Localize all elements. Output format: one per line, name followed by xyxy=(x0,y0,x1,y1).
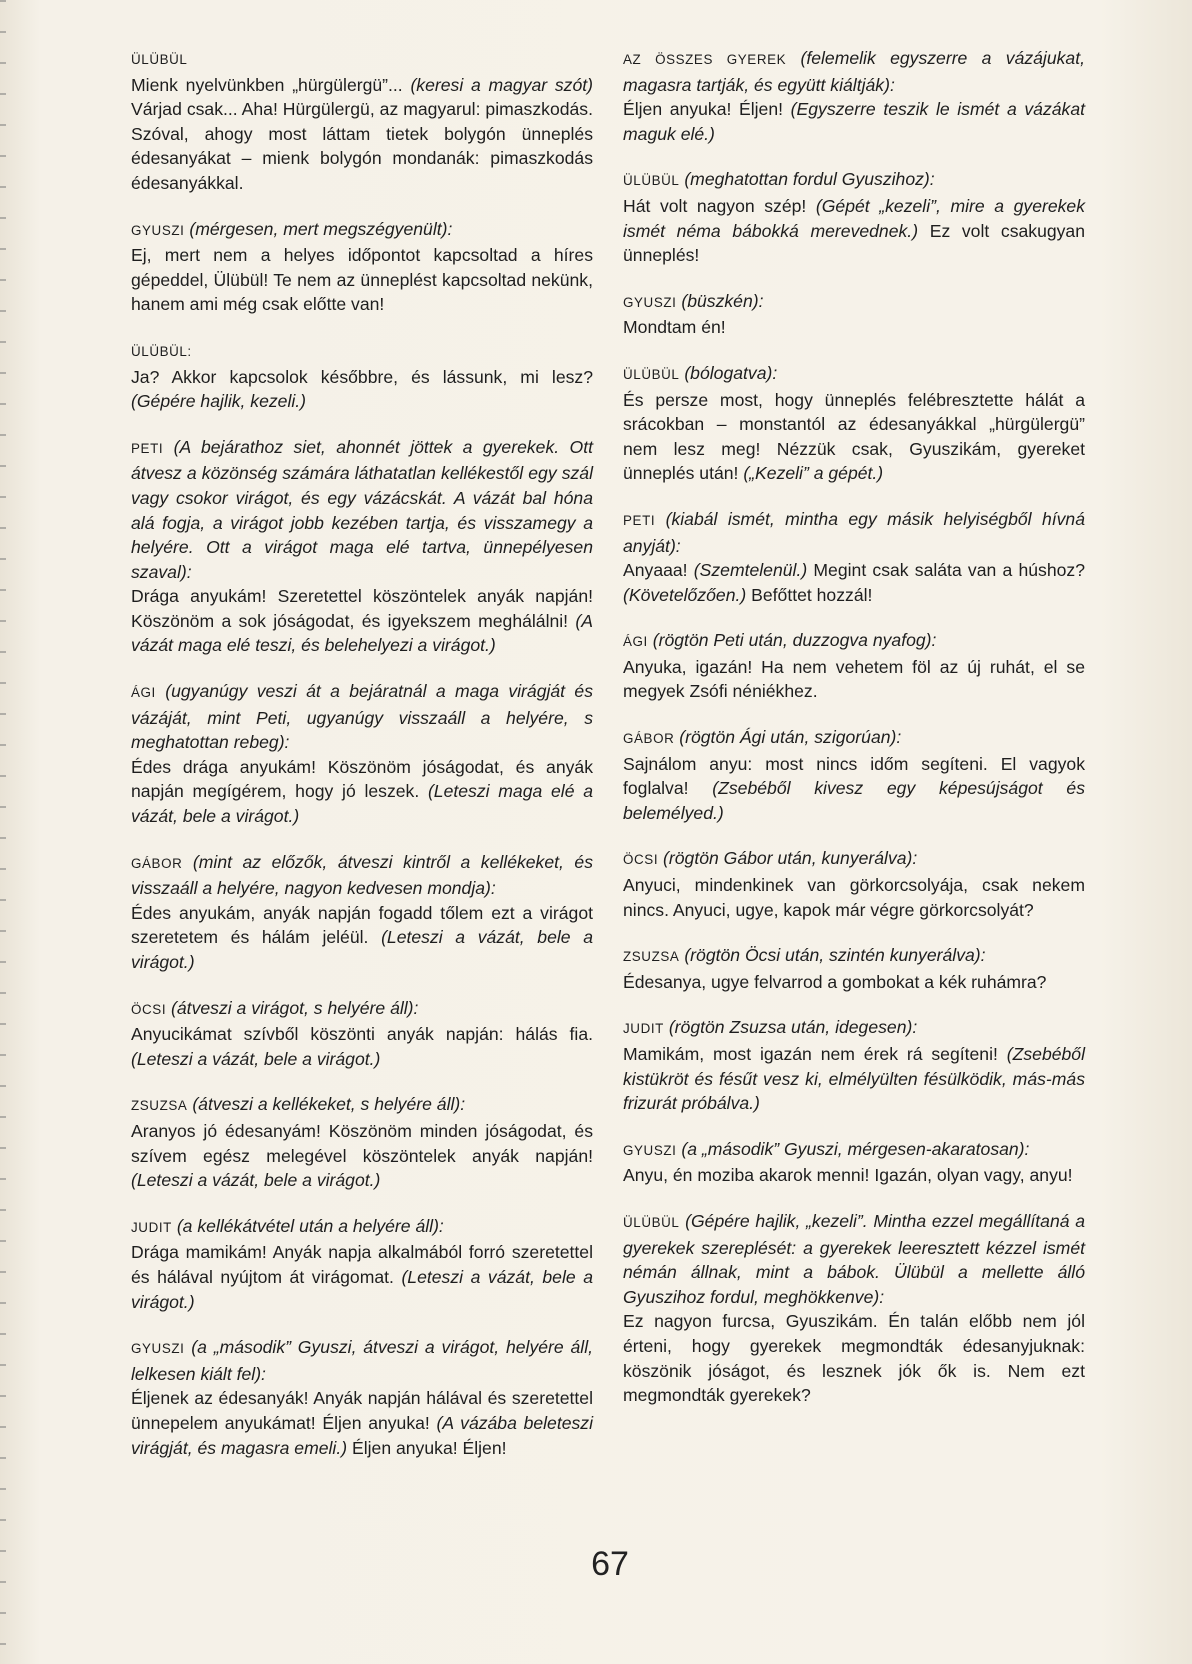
inline-direction: (keresi a magyar szót) xyxy=(410,74,594,95)
speaker-line xyxy=(623,289,1085,316)
stage-direction: (ugyanúgy veszi át a bejáratnál a maga virágját és vázáját, mint Peti, ugyanúgy visszaáll a helyére, s meghatottan rebeg): xyxy=(131,681,593,753)
dialogue-text: Éljen anyuka! Éljen! xyxy=(347,1437,507,1458)
dialogue-text: Anyaaa! xyxy=(623,560,694,581)
dialogue-block xyxy=(131,46,593,196)
speaker-name: AZ ÖSSZES GYEREK xyxy=(623,52,787,67)
spoken-text xyxy=(623,558,1085,607)
dialogue-block xyxy=(623,361,1085,486)
speaker-line xyxy=(623,1209,1085,1309)
inline-direction: (Zsebéből kistükröt és fésűt vesz ki, elmélyülten fésülködik, más-más frizurát próbálva.) xyxy=(623,1044,1085,1114)
dialogue-block xyxy=(131,1214,593,1314)
inline-direction: (Leteszi a vázát, bele a virágot.) xyxy=(131,927,593,972)
spoken-text xyxy=(623,194,1085,268)
speaker-line xyxy=(131,1335,593,1386)
dialogue-text: Aranyos jó édesanyám! Köszönöm minden jóságodat, és szívem egész melegével köszöntelek anyák napján! xyxy=(131,1120,593,1166)
stage-direction: (átveszi a kellékeket, s helyére áll): xyxy=(192,1094,466,1115)
spoken-text xyxy=(131,73,593,196)
inline-direction: (Egyszerre teszik le ismét a vázákat maguk elé.) xyxy=(623,99,1085,144)
speaker-name: ÖCSI xyxy=(131,1001,167,1017)
speaker-name: GYUSZI xyxy=(623,1142,677,1158)
spoken-text xyxy=(623,655,1085,704)
spoken-text xyxy=(131,1119,593,1193)
inline-direction: (Gépére hajlik, kezeli.) xyxy=(131,391,307,412)
stage-direction: (átveszi a virágot, s helyére áll): xyxy=(171,997,419,1018)
stage-direction: (Gépére hajlik, „kezeli”. Mintha ezzel megállítaná a gyerekek szereplését: a gyerekek leeresztett kézzel ismét némán állnak, mint a bábok. Ülübül a mellette álló Gyuszihoz fordul, meghökkenve): xyxy=(623,1210,1086,1307)
stage-direction: (kiabál ismét, mintha egy másik helyiségből hívná anyját): xyxy=(623,508,1086,556)
spoken-text xyxy=(623,752,1085,826)
spoken-text xyxy=(131,243,593,317)
spoken-text xyxy=(131,365,593,414)
speaker-line xyxy=(131,850,593,901)
inline-direction: (A vázát maga elé teszi, és belehelyezi a virágot.) xyxy=(131,610,593,656)
speaker-name: JUDIT xyxy=(131,1219,172,1235)
spoken-text xyxy=(623,873,1085,922)
spoken-text xyxy=(131,584,593,658)
stage-direction: (A bejárathoz siet, ahonnét jöttek a gyerekek. Ott átvesz a közönség számára láthatatlan kellékestől egy szál vagy csokor virágot, és egy vázácskát. A vázát bal hóna alá fogja, a virágot jobb kezében tartja, és visszamegy a helyére. Ott a virágot maga elé tartva, ünnepélyesen szaval): xyxy=(131,436,594,582)
dialogue-text: Hát volt nagyon szép! xyxy=(623,195,816,216)
speaker-line xyxy=(623,628,1085,655)
speaker-name: ÖCSI xyxy=(623,852,659,868)
speaker-name: GÁBOR xyxy=(131,855,183,871)
stage-direction: (rögtön Peti után, duzzogva nyafog): xyxy=(652,630,937,651)
page-number: 67 xyxy=(591,1545,629,1583)
speaker-name: ÁGI xyxy=(623,634,648,650)
stage-direction: (mint az előzők, átveszi kintről a kellékeket, és visszaáll a helyére, nagyon kedvesen mondja): xyxy=(131,851,594,899)
dialogue-text: Ez nagyon furcsa, Gyuszikám. Én talán előbb nem jól érteni, hogy gyerekek megmondták édesanyjuknak: köszönik jóságot, és lesznek jók ők is. Nem ezt megmondták gyerekek? xyxy=(623,1311,1085,1406)
dialogue-text: Sajnálom anyu: most nincs időm segíteni. El vagyok foglalva! xyxy=(623,753,1085,799)
speaker-name: GYUSZI xyxy=(131,1341,185,1357)
inline-direction: (Gépét „kezeli”, mire a gyerekek ismét néma bábokká merevednek.) xyxy=(623,195,1085,241)
dialogue-block xyxy=(623,1209,1085,1408)
dialogue-text: Ej, mert nem a helyes időpontot kapcsoltad a híres gépeddel, Ülübül! Te nem az ünneplést kapcsoltad nekünk, hanem ami még csak előtte van! xyxy=(131,245,593,315)
dialogue-block xyxy=(623,1015,1085,1115)
speaker-line xyxy=(131,1092,593,1119)
dialogue-text: Édes drága anyukám! Köszönöm jóságodat, és anyák napján megígérem, hogy jó leszek. xyxy=(131,756,593,802)
speaker-line xyxy=(131,435,593,585)
dialogue-text: Várjad csak... Aha! Hürgülergü, az magyarul: pimaszkodás. Szóval, ahogy most láttam tietek bolygón ünneplés édesanyákat – mienk bolygón mondanák: pimaszkodás édesanyákkal. xyxy=(131,99,593,193)
dialogue-text: Mondtam én! xyxy=(623,317,726,338)
left-column xyxy=(131,46,593,1481)
speaker-name: ZSUZSA xyxy=(623,949,680,965)
spoken-text xyxy=(623,1309,1085,1407)
dialogue-text: Ja? Akkor kapcsolok későbbre, és lássunk, mi lesz? xyxy=(131,366,593,387)
speaker-name: ÜLÜBÜL xyxy=(623,366,680,382)
dialogue-block xyxy=(131,1092,593,1192)
speaker-name: ZSUZSA xyxy=(131,1098,188,1114)
speaker-line xyxy=(131,46,593,73)
spoken-text xyxy=(623,315,1085,340)
dialogue-text: Anyucikámat szívből köszönti anyák napján: hálás fia. xyxy=(131,1024,593,1045)
inline-direction: (A vázába beleteszi virágját, és magasra emeli.) xyxy=(131,1412,594,1458)
dialogue-block xyxy=(131,679,593,829)
speaker-name: GÁBOR xyxy=(623,731,675,747)
spoken-text xyxy=(623,1163,1085,1188)
speaker-name: ÜLÜBÜL xyxy=(623,173,680,189)
dialogue-block xyxy=(623,507,1085,607)
dialogue-text: Drága anyukám! Szeretettel köszöntelek anyák napján! Köszönöm a sok jóságodat, és igyekszem meghálálni! xyxy=(131,586,593,631)
dialogue-block xyxy=(623,167,1085,267)
spoken-text xyxy=(131,1022,593,1071)
dialogue-text: Megint csak saláta van a húshoz? xyxy=(807,560,1085,581)
dialogue-text: Éljenek az édesanyák! Anyák napján hálával és szeretettel ünnepelem anyukámat! Éljen anyuka! xyxy=(131,1388,593,1433)
speaker-line xyxy=(131,996,593,1023)
inline-direction: (Leteszi a vázát, bele a virágot.) xyxy=(131,1170,381,1191)
dialogue-text: Mamikám, most igazán nem érek rá segíteni! xyxy=(623,1044,1007,1064)
spoken-text xyxy=(131,1386,593,1460)
speaker-name: GYUSZI xyxy=(131,222,185,238)
spoken-text xyxy=(131,901,593,975)
dialogue-block xyxy=(623,725,1085,825)
speaker-line xyxy=(131,679,593,755)
dialogue-block xyxy=(131,996,593,1072)
speaker-line xyxy=(131,338,593,365)
dialogue-text: Drága mamikám! Anyák napja alkalmából forró szeretettel és hálával nyújtom át virágomat. xyxy=(131,1242,593,1287)
stage-direction: (rögtön Zsuzsa után, idegesen): xyxy=(668,1017,918,1038)
dialogue-block xyxy=(623,1137,1085,1188)
dialogue-block xyxy=(131,435,593,658)
stage-direction: (meghatottan fordul Gyuszihoz): xyxy=(684,169,935,190)
speaker-line xyxy=(623,1015,1085,1042)
inline-direction: („Kezeli” a gépét.) xyxy=(743,463,884,484)
stage-direction: (mérgesen, mert megszégyenült): xyxy=(189,218,453,239)
speaker-line xyxy=(623,1137,1085,1164)
spoken-text xyxy=(623,97,1085,146)
binding-edge xyxy=(0,0,6,1664)
inline-direction: (Zsebéből kivesz egy képesújságot és belemélyed.) xyxy=(623,778,1085,823)
inline-direction: (Leteszi a vázát, bele a virágot.) xyxy=(131,1048,381,1069)
speaker-line xyxy=(623,507,1085,558)
dialogue-text: Ez volt csakugyan ünneplés! xyxy=(623,220,1086,266)
dialogue-text: Anyu, én moziba akarok menni! Igazán, olyan vagy, anyu! xyxy=(623,1165,1073,1186)
dialogue-block xyxy=(623,289,1085,340)
dialogue-block xyxy=(131,1335,593,1460)
dialogue-block xyxy=(623,628,1085,704)
stage-direction: (rögtön Öcsi után, szintén kunyerálva): xyxy=(684,945,986,966)
spoken-text xyxy=(623,1042,1085,1116)
dialogue-block xyxy=(131,338,593,414)
speaker-line xyxy=(623,167,1085,194)
spoken-text xyxy=(131,1240,593,1314)
speaker-name: ÁGI xyxy=(131,685,156,701)
speaker-line xyxy=(623,846,1085,873)
dialogue-block xyxy=(623,846,1085,922)
dialogue-block xyxy=(623,46,1085,146)
inline-direction: (Leteszi maga elé a vázát, bele a virágot.) xyxy=(131,781,593,827)
dialogue-block xyxy=(131,850,593,975)
speaker-line xyxy=(623,46,1085,97)
stage-direction: (a kellékátvétel után a helyére áll): xyxy=(176,1215,444,1236)
dialogue-text: Édes anyukám, anyák napján fogadd tőlem ezt a virágot szeretetem és hálám jeléül. xyxy=(131,902,593,948)
speaker-name: ÜLÜBÜL xyxy=(623,1214,680,1230)
right-column xyxy=(623,46,1085,1429)
inline-direction: (Szemtelenül.) xyxy=(693,560,808,581)
dialogue-text: Mienk nyelvünkben „hürgülergü”... xyxy=(131,74,411,95)
dialogue-text: Anyuka, igazán! Ha nem vehetem föl az új ruhát, el se megyek Zsófi néniékhez. xyxy=(623,656,1085,702)
speaker-line xyxy=(623,725,1085,752)
dialogue-text: Éljen anyuka! Éljen! xyxy=(623,99,791,120)
stage-direction: (a „második” Gyuszi, mérgesen-akaratosan): xyxy=(681,1138,1030,1159)
speaker-name: PETI xyxy=(131,440,164,456)
spoken-text xyxy=(131,755,593,829)
speaker-name: ÜLÜBÜL xyxy=(131,52,188,67)
dialogue-text: Befőttet hozzál! xyxy=(746,584,873,605)
inline-direction: (Leteszi a vázát, bele a virágot.) xyxy=(131,1266,593,1312)
speaker-line xyxy=(131,1214,593,1241)
speaker-line xyxy=(623,943,1085,970)
stage-direction: (bólogatva): xyxy=(684,362,778,383)
dialogue-block xyxy=(623,943,1085,994)
dialogue-text: És persze most, hogy ünneplés felébresztette hálát a srácokban – monstantól az édesanyákkal „hürgülergü” nem lesz meg! Nézzük csak, Gyuszikám, gyereket ünneplés után! xyxy=(623,389,1085,484)
speaker-name: GYUSZI xyxy=(623,294,677,310)
speaker-line xyxy=(623,361,1085,388)
inline-direction: (Követelőzően.) xyxy=(623,584,747,605)
stage-direction: (rögtön Gábor után, kunyerálva): xyxy=(663,848,918,869)
speaker-name: ÜLÜBÜL: xyxy=(131,343,192,359)
dialogue-block xyxy=(131,217,593,317)
speaker-name: JUDIT xyxy=(623,1021,664,1037)
dialogue-text: Anyuci, mindenkinek van görkorcsolyája, csak nekem nincs. Anyuci, ugye, kapok már végre görkorcsolyát? xyxy=(623,875,1085,920)
stage-direction: (rögtön Ági után, szigorúan): xyxy=(679,727,902,748)
dialogue-text: Édesanya, ugye felvarrod a gombokat a kék ruhámra? xyxy=(623,971,1047,992)
speaker-line xyxy=(131,217,593,244)
stage-direction: (felemelik egyszerre a vázájukat, magasra tartják, és együtt kiáltják): xyxy=(623,48,1085,95)
stage-direction: (a „második” Gyuszi, átveszi a virágot, helyére áll, lelkesen kiált fel): xyxy=(131,1337,593,1384)
stage-direction: (büszkén): xyxy=(681,290,764,311)
spoken-text xyxy=(623,388,1085,486)
speaker-name: PETI xyxy=(623,512,656,528)
spoken-text xyxy=(623,970,1085,995)
